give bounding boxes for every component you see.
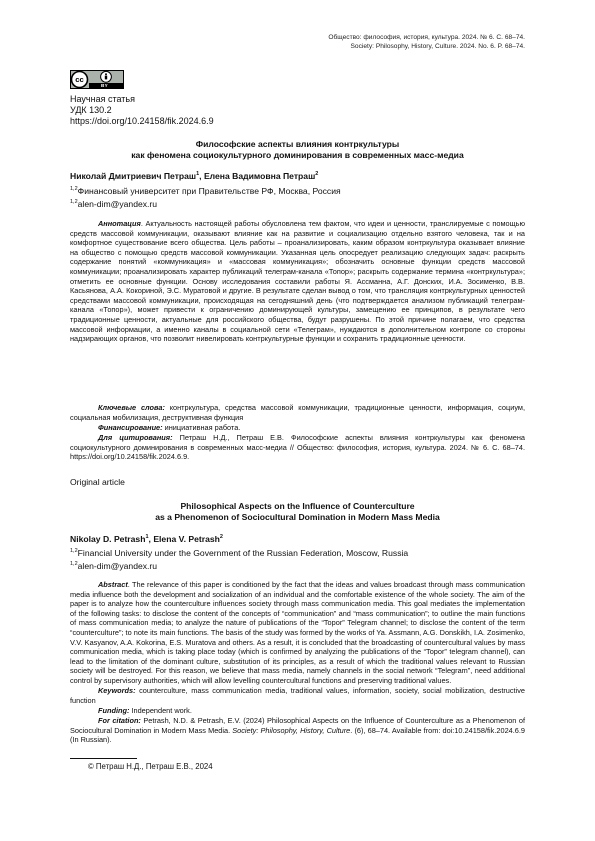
en-citation-journal: Society: Philosophy, History, Culture [232,725,351,735]
ru-funding: Финансирование: инициативная работа. [98,423,241,432]
cc-by-label: BY [101,82,108,88]
cc-icon [72,72,88,88]
en-title [70,501,525,523]
ru-title-line2: как феномена социокультурного доминирования в современных масс-медиа [131,150,464,160]
footnote-divider [70,758,137,759]
en-authors: Nikolay D. Petrash$^1$, Elena V. Petrash$^2$ [70,534,223,544]
en-citation: For citation: Petrash, N.D. & Petrash, E.V. (2024) Philosophical Aspects on the Influence of Counterculture as a Phenomenon of Sociocultural Domination in Modern Mass Media. Society: Philosophy, History, Culture. (6), 68–74. Available from: doi:10.24158/fik.2024.6.9 (In Russian). [70,716,525,745]
en-abstract-label: Abstract [98,580,128,589]
ru-authors: Николай Дмитриевич Петраш$^1$, Елена Вадимовна Петраш$^2$ [70,171,319,181]
en-keywords: Keywords: counterculture, mass communication media, traditional values, information, society, social mobilization, destructive function [70,686,525,705]
ru-author-2: Елена Вадимовна Петраш [203,171,316,181]
ru-abstract-text: . Актуальность настоящей работы обусловлена тем фактом, что идеи и ценности, транслируемые с помощью средств массовой коммуникации, оказывают влияние как на развитие и социализацию отдельно взятого человека, так и на комфортное существование всего общества. Цель работы – проанализировать, каким образом контркультура оказывает влияние на общество с помощью средств массовой коммуникации. Указанная цель опосредует реализацию следующих задач: раскрыть содержание понятий «коммуникация» и «массовая коммуникация»; обозначить основные функции средств массовой коммуникации; проанализировать характер публикаций телеграм-канала «Топор»; раскрыть содержание термина «контркультура»; отметить ее основные функции. Основу исследования составили работы Я. Ассманна, А.Г. Донских, И.А. Зосименко, В.В. Касьянова, А.А. Кокориной, Э.С. Муратовой и другие. В результате сделан вывод о том, что трансляция контркультурных ценностей средствами массовой коммуникации, происходящая на сегодняшний день (что подтверждается анализом публикаций телеграм-канала «Топор»), может привести к ограничению доминирующей культуры, замещению ее принципов, в результате чего традиционные ценности, актуальные для российского общества, будут разрушены. По этой причине полагаем, что средства массовой информации, а именно каналы в социальной сети «Телеграм», нуждаются в дополнительном контроле со стороны надзирающих органов, что позволит нивелировать контркультурные функции и сохранить традиционные ценности. [70,219,525,344]
article-meta [70,94,214,127]
en-affiliation-block: $^{1,2}$Financial University under the Government of the Russian Federation, Moscow, Russia $^{1,2}$alen-dim@yandex.ru [70,547,409,571]
ru-title-line1: Философские аспекты влияния контркультуры [195,139,400,149]
ru-author-1: Николай Дмитриевич Петраш [70,171,197,181]
en-abstract [70,580,525,686]
udc-code: УДК 130.2 [70,105,112,115]
en-email[interactable]: alen-dim@yandex.ru [77,560,158,571]
original-article-label: Original article [70,477,125,487]
en-author-2: Elena V. Petrash [153,534,220,544]
en-affiliation: Financial University under the Government of the Russian Federation, Moscow, Russia [77,547,409,558]
article-type: Научная статья [70,94,135,104]
ru-affiliation-block: $^{1,2}$Финансовый университет при Правительстве РФ, Москва, Россия $^{1,2}$alen-dim@yandex.ru [70,185,341,209]
ru-affiliation: Финансовый университет при Правительстве РФ, Москва, Россия [77,185,341,196]
en-abstract-text: . The relevance of this paper is conditioned by the fact that the ideas and values broadcast through mass communication media influence both the development and socialization of an individual and the comfortable existence of the whole society. The aim of the paper is to analyze how the counterculture influences society through mass communication media. This goal mediates the implementation of the following tasks: to disclose the content of the concepts of “communication” and “mass communication”; to outline the main functions of mass communication media; to analyze the nature of publications of the “Topor” Telegram channel; to disclose the content of the term “counterculture”; to note its main functions. The basis of the study was formed by the works of Ya. Assmann, A.G. Donskikh, I.A. Zosimenko, V.V. Kasyanov, A.A. Kokorina, E.S. Muratova and others. As a result, it is concluded that the broadcasting of countercultural values by mass communication media, which is taking place today (which is confirmed by analyzing the publications of the “Topor” telegram channel), can lead to the limitation of the dominant culture, substitution of its principles, as a result of which the traditional values relevant to Russian society will be destroyed. For this reason, we believe that mass media, namely channels in the social network “Telegram”, need additional control by supervisory authorities, which will allow levelling countercultural functions and preserving traditional values. [70,580,525,685]
running-header [328,33,525,51]
ru-citation: Для цитирования: Петраш Н.Д., Петраш Е.В. Философские аспекты влияния контркультуры как феномена социокультурного доминирования в современных масс-медиа // Общество: философия, история, культура. 2024. № 6. С. 68–74. https://doi.org/10.24158/fik.2024.6.9. [70,433,525,462]
svg-text:cc: cc [75,75,84,85]
en-title-line1: Philosophical Aspects on the Influence of Counterculture [180,501,415,511]
ru-keywords: Ключевые слова: контркультура, средства массовой коммуникации, традиционные ценности, информация, социум, социальная мобилизация, деструктивная функция [70,403,525,422]
en-title-line2: as a Phenomenon of Sociocultural Domination in Modern Mass Media [155,512,440,522]
doi-link[interactable]: https://doi.org/10.24158/fik.2024.6.9 [70,116,214,126]
ru-email[interactable]: alen-dim@yandex.ru [77,198,158,209]
copyright-notice: © Петраш Н.Д., Петраш Е.В., 2024 [88,762,213,771]
by-icon [101,71,112,82]
running-header-en: Society: Philosophy, History, Culture. 2024. No. 6. P. 68–74. [350,43,525,50]
en-funding: Funding: Independent work. [98,706,192,715]
ru-title [70,139,525,161]
cc-by-license-badge[interactable] [70,70,124,89]
ru-abstract [70,219,525,344]
running-header-ru: Общество: философия, история, культура. 2024. № 6. С. 68–74. [328,34,525,41]
en-author-1: Nikolay D. Petrash [70,534,146,544]
ru-abstract-label: Аннотация [98,219,141,228]
